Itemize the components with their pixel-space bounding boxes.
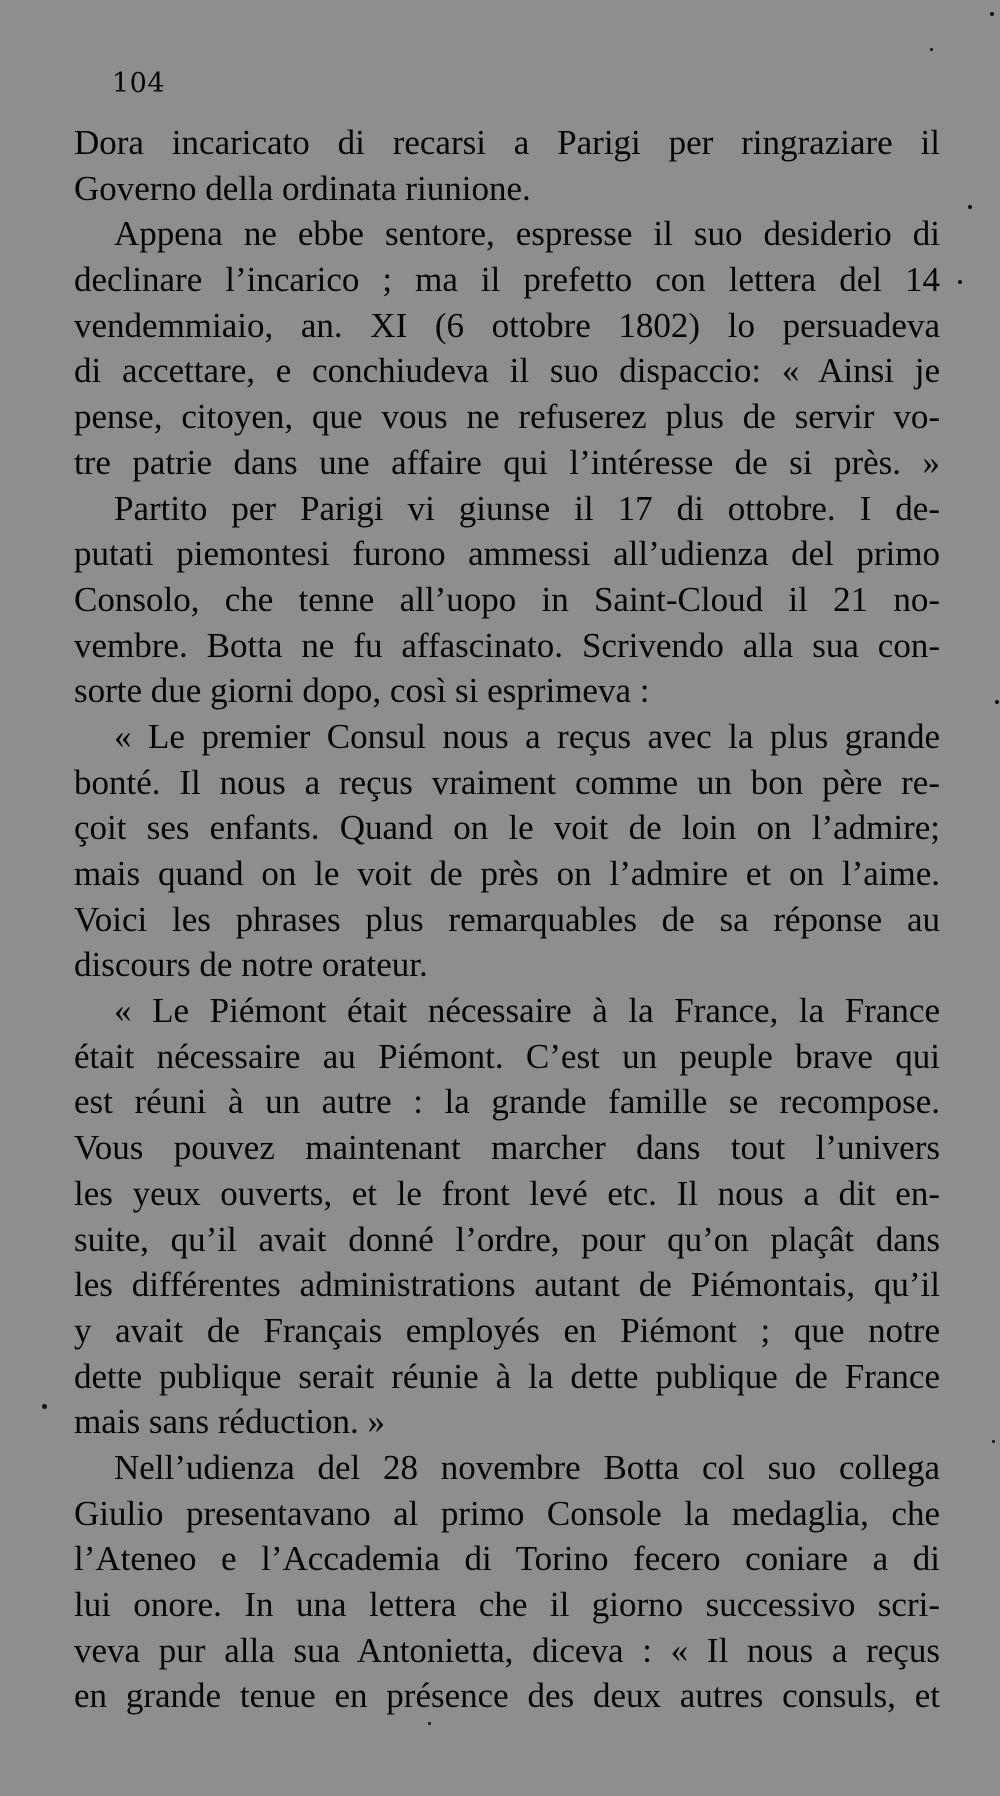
page-number: 104: [112, 68, 166, 99]
text-line: mais quand on le voit de près on l’admire et on l’aime.: [74, 854, 940, 893]
text-line: « Le premier Consul nous a reçus avec la plus grande: [114, 716, 940, 756]
scan-speck: [990, 12, 994, 16]
text-line: Vous pouvez maintenant marcher dans tout l’univers: [74, 1128, 940, 1168]
scan-speck: [42, 1404, 47, 1409]
text-line: Nell’udienza del 28 novembre Botta col suo collega: [114, 1447, 940, 1487]
text-line: veva pur alla sua Antonietta, diceva : « Il nous a reçus: [74, 1630, 940, 1670]
text-line: les différentes administrations autant de Piémontais, qu’il: [74, 1265, 940, 1305]
text-line: Consolo, che tenne all’uopo in Saint-Cloud il 21 no-: [74, 579, 940, 619]
text-line: putati piemontesi furono ammessi all’udienza del primo: [74, 534, 940, 574]
text-line: est réuni à un autre : la grande famille se recompose.: [74, 1082, 940, 1122]
text-line: mais sans réduction. »: [74, 1402, 386, 1442]
text-line: pense, citoyen, que vous ne refuserez plus de servir vo-: [74, 397, 940, 437]
scan-speck: [968, 205, 972, 209]
scan-speck: [930, 48, 933, 51]
text-line: dette publique serait réunie à la dette publique de France: [74, 1356, 940, 1396]
scan-speck: [995, 700, 999, 704]
text-line: Dora incaricato di recarsi a Parigi per ringraziare il: [74, 123, 940, 162]
body-text: [74, 120, 940, 1719]
text-line: les yeux ouverts, et le front levé etc. Il nous a dit en-: [74, 1173, 940, 1213]
text-line: bonté. Il nous a reçus vraiment comme un bon père re-: [74, 762, 940, 802]
text-line: sorte due giorni dopo, così si esprimeva :: [74, 671, 650, 711]
text-line: y avait de Français employés en Piémont ; que notre: [74, 1310, 940, 1350]
text-line: lui onore. In una lettera che il giorno successivo scri-: [74, 1585, 940, 1624]
text-line: vendemmiaio, an. XI (6 ottobre 1802) lo persuadeva: [74, 305, 940, 345]
text-line: « Le Piémont était nécessaire à la France, la France: [114, 991, 940, 1031]
text-line: vembre. Botta ne fu affascinato. Scrivendo alla sua con-: [74, 625, 940, 665]
scan-speck: [428, 1722, 431, 1725]
text-line: était nécessaire au Piémont. C’est un peuple brave qui: [74, 1036, 940, 1076]
text-line: Appena ne ebbe sentore, espresse il suo desiderio di: [114, 214, 940, 254]
text-line: Partito per Parigi vi giunse il 17 di ottobre. I de-: [114, 488, 940, 528]
text-line: l’Ateneo e l’Accademia di Torino fecero coniare a di: [74, 1539, 940, 1579]
text-line: declinare l’incarico ; ma il prefetto con lettera del 14: [74, 260, 940, 300]
text-line: en grande tenue en présence des deux autres consuls, et: [74, 1676, 940, 1716]
text-line: di accettare, e conchiudeva il suo dispaccio: « Ainsi je: [74, 351, 940, 391]
scan-speck: [958, 280, 962, 284]
text-line: discours de notre orateur.: [74, 945, 428, 985]
scan-speck: [992, 1440, 995, 1443]
text-line: Voici les phrases plus remarquables de sa réponse au: [74, 899, 940, 939]
text-line: Giulio presentavano al primo Console la medaglia, che: [74, 1493, 940, 1533]
text-line: suite, qu’il avait donné l’ordre, pour qu’on plaçât dans: [74, 1219, 940, 1259]
text-line: tre patrie dans une affaire qui l’intéresse de si près. »: [74, 442, 940, 482]
text-line: çoit ses enfants. Quand on le voit de loin on l’admire;: [74, 808, 940, 848]
text-line: Governo della ordinata riunione.: [74, 168, 531, 208]
